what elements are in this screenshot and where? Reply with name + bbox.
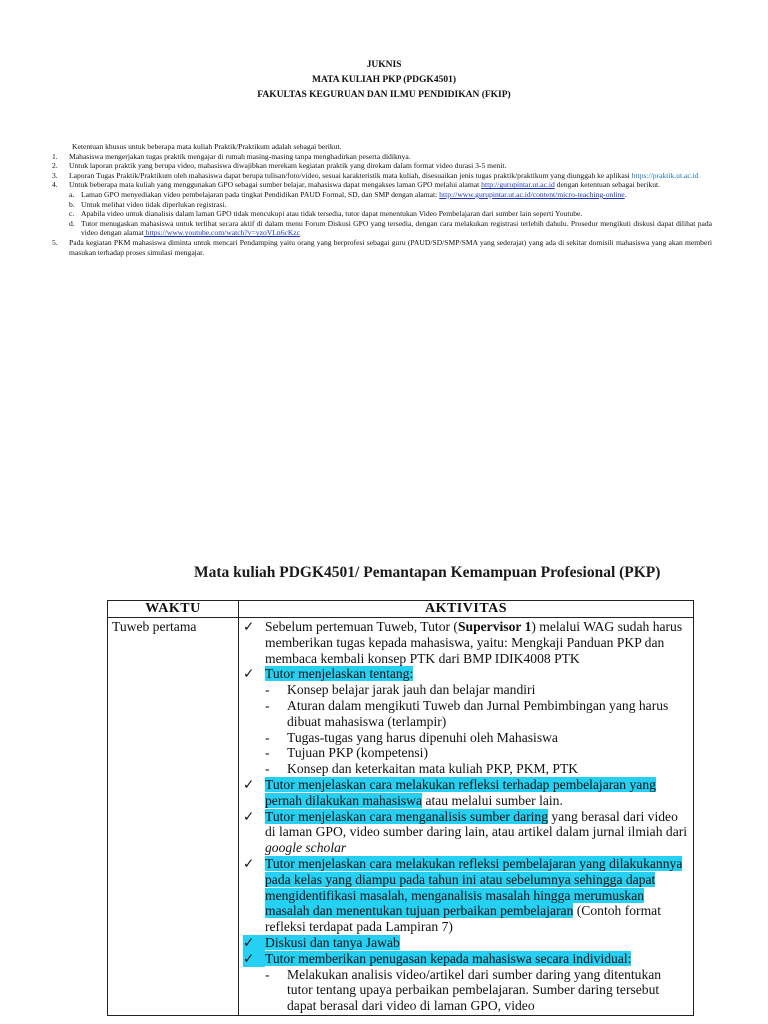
sub-activity [243,761,689,777]
micro-teaching-link[interactable]: http://www.gurupintar.ut.ac.id/content/micro-teaching-online [439,189,625,199]
table-header-row [108,601,694,618]
check-icon: ✓ [243,808,255,824]
activity-text-end: ) melalui WAG sudah harus memberikan tugas kepada mahasiswa, yaitu: Mengkaji Panduan PKP dan membaca kembali konsep PTK dari BMP IDIK4008 PTK [265,619,683,666]
sub-text [81,219,712,238]
activity-text [265,666,689,682]
activity-item [243,666,689,682]
gurupintar-link[interactable]: http://gurupintar.ut.ac.id [481,180,555,190]
activity-item [243,619,689,666]
activity-text [265,619,689,666]
activity-text [265,856,689,935]
activity-text-mid: yang berasal dari video di laman GPO, video sumber daring lain, atau artikel dalam jurnal ilmiah dari [265,808,688,840]
supervisor-label: Supervisor 1 [457,619,532,634]
youtube-link[interactable]: https://www.youtube.com/watch?v=yzoVLn6cKzc [143,228,301,238]
activity-text [265,809,689,856]
check-icon: ✓ [243,951,265,967]
dash-bullet: - [265,697,270,713]
item-text: Untuk laporan praktik yang berupa video, mahasiswa diwajibkan merekam kegiatan praktik yang direkam dalam format video durasi 3-5 menit. [69,161,507,171]
highlighted-text: Tutor menjelaskan cara menganalisis sumber daring [265,808,549,824]
document-body [52,142,712,257]
sub-text: Untuk melihat video tidak diperlukan registrasi. [81,199,227,209]
check-icon: ✓ [243,666,255,682]
sub-text [81,190,712,200]
item-text-tail: dengan ketentuan sebagai berikut. [554,180,660,190]
activity-text-start: Sebelum pertemuan Tuweb, Tutor ( [265,619,458,634]
sub-item [52,200,712,210]
item-number: 1. [52,151,58,161]
item-number: 2. [52,161,58,171]
sub-label: d. [69,218,75,228]
sub-activity [243,698,689,730]
list-item [52,152,712,162]
highlighted-text: Tutor menjelaskan tentang: [265,666,414,682]
embedded-title: Mata kuliah PDGK4501/ Pemantapan Kemampuan Profesional (PKP) [194,564,661,581]
dash-bullet: - [265,761,270,777]
column-header-waktu: WAKTU [108,601,239,618]
highlighted-text: Tutor memberikan penugasan kepada mahasiswa secara individual: [265,950,632,966]
time-cell: Tuweb pertama [108,618,239,1016]
sub-activity-text: Tugas-tugas yang harus dipenuhi oleh Mahasiswa [287,729,558,745]
dash-bullet: - [265,966,270,982]
activity-item [243,935,689,951]
activity-item [243,809,689,856]
highlighted-text: Tutor menjelaskan cara melakukan refleksi terhadap pembelajaran yang pernah dilakukan mahasiswa [265,776,656,808]
sub-label: b. [69,199,75,209]
sub-activity [243,967,689,1014]
activity-text-end: (Contoh format refleksi terdapat pada Lampiran 7) [265,903,661,935]
sub-activity-text: Melakukan analisis video/artikel dari sumber daring yang ditentukan tutor tentang upaya perbaikan pembelajaran. Sumber daring tersebut dapat berasal dari video di laman GPO, video [287,966,662,1014]
item-text: Mahasiswa mengerjakan tugas praktik mengajar di rumah masing-masing tanpa menghadirkan peserta didiknya. [69,151,411,161]
activity-cell [239,618,694,1016]
document-header [0,58,768,103]
check-icon: ✓ [243,776,255,792]
header-course: MATA KULIAH PKP (PDGK4501) [312,75,456,85]
dash-bullet: - [265,729,270,745]
activity-item [243,856,689,935]
sub-item [52,219,712,238]
table-row [108,618,694,1016]
activity-item [243,777,689,809]
sub-text-content: Laman GPO menyediakan video pembelajaran pada tingkat Pendidikan PAUD Formal, SD, dan SMP dengan alamat: [81,189,440,199]
check-icon: ✓ [243,855,255,871]
sub-item [52,190,712,200]
header-faculty: FAKULTAS KEGURUAN DAN ILMU PENDIDIKAN (FKIP) [257,90,511,100]
check-icon: ✓ [243,935,265,951]
sub-text-content: Tutor menugaskan mahasiswa untuk terlibat secara aktif di dalam menu Forum Diskusi GPO yang tersedia, dengan cara melakukan registrasi terlebih dahulu. Prosedur mengikuti diskusi dapat dilihat pada video dengan alamat [81,218,712,238]
highlighted-text: Tutor menjelaskan cara melakukan refleksi pembelajaran yang dilakukannya pada kelas yang diampu pada tahun ini atau sebelumnya sehingga dapat mengidentifikasi masalah, menganalisis masalah hingga merumuskan masalah dan menentukan tujuan perbaikan pembelajaran [265,855,683,919]
sub-activity-text: Konsep dan keterkaitan mata kuliah PKP, PKM, PTK [287,761,579,777]
sub-activity [243,745,689,761]
item-text-content: Laporan Tugas Praktik/Praktikum oleh mahasiswa dapat berupa tulisan/foto/video, sesuai karakteristik mata kuliah, disesuaikan jenis tugas praktik/praktikum yang diunggah ke aplikasi [69,170,632,180]
activity-text [265,935,689,951]
praktik-link[interactable]: https://praktik.ut.ac.id [631,170,699,180]
list-item [52,161,712,171]
dash-bullet: - [265,745,270,761]
highlighted-text: Diskusi dan tanya Jawab [265,934,400,950]
list-item [52,180,712,190]
item-text [69,180,712,190]
item-text: Pada kegiatan PKM mahasiswa diminta untuk mencari Pendamping yaitu orang yang berprofesi sebagai guru (PAUD/SD/SMP/SMA yang sederajat) yang ada di sekitar domisili mahasiswa yang akan memberi masukan terhadap proses simulasi mengajar. [69,237,712,257]
check-icon: ✓ [243,619,255,634]
italic-text: google scholar [265,840,347,856]
activity-item [243,951,689,967]
list-item [52,171,712,181]
item-number: 4. [52,180,58,190]
header-title: JUKNIS [366,60,402,70]
sub-label: a. [69,189,75,199]
list-item [52,238,712,257]
sub-activity [243,682,689,698]
sub-activity [243,730,689,746]
item-number: 3. [52,170,58,180]
column-header-aktivitas: AKTIVITAS [239,601,694,618]
activity-text-end: atau melalui sumber lain. [422,792,563,808]
item-number: 5. [52,237,58,247]
activity-table [107,600,694,1016]
activity-text [265,951,689,967]
sub-activity-text: Tujuan PKP (kompetensi) [287,745,428,761]
sub-text: Apabila video untuk dianalisis dalam laman GPO tidak mencukupi atau tidak tersedia, tutor dapat menentukan Video Pembelajaran dari sumber lain seperti Youtube. [81,209,583,219]
sub-item [52,209,712,219]
sub-activity-text: Konsep belajar jarak jauh dan belajar mandiri [287,682,536,698]
sub-activity-text: Aturan dalam mengikuti Tuweb dan Jurnal Pembimbingan yang harus dibuat mahasiswa (terlampir) [287,697,669,729]
sub-label: c. [69,209,75,219]
sub-text-tail: . [624,189,627,199]
activity-text [265,777,689,809]
item-text [69,171,712,181]
intro-text: Ketentuan khusus untuk beberapa mata kuliah Praktik/Praktikum adalah sebagai berikut. [72,142,342,151]
item-text-content: Untuk beberapa mata kuliah yang menggunakan GPO sebagai sumber belajar, mahasiswa dapat mengakses laman GPO melalui alamat [69,180,482,190]
dash-bullet: - [265,682,270,698]
